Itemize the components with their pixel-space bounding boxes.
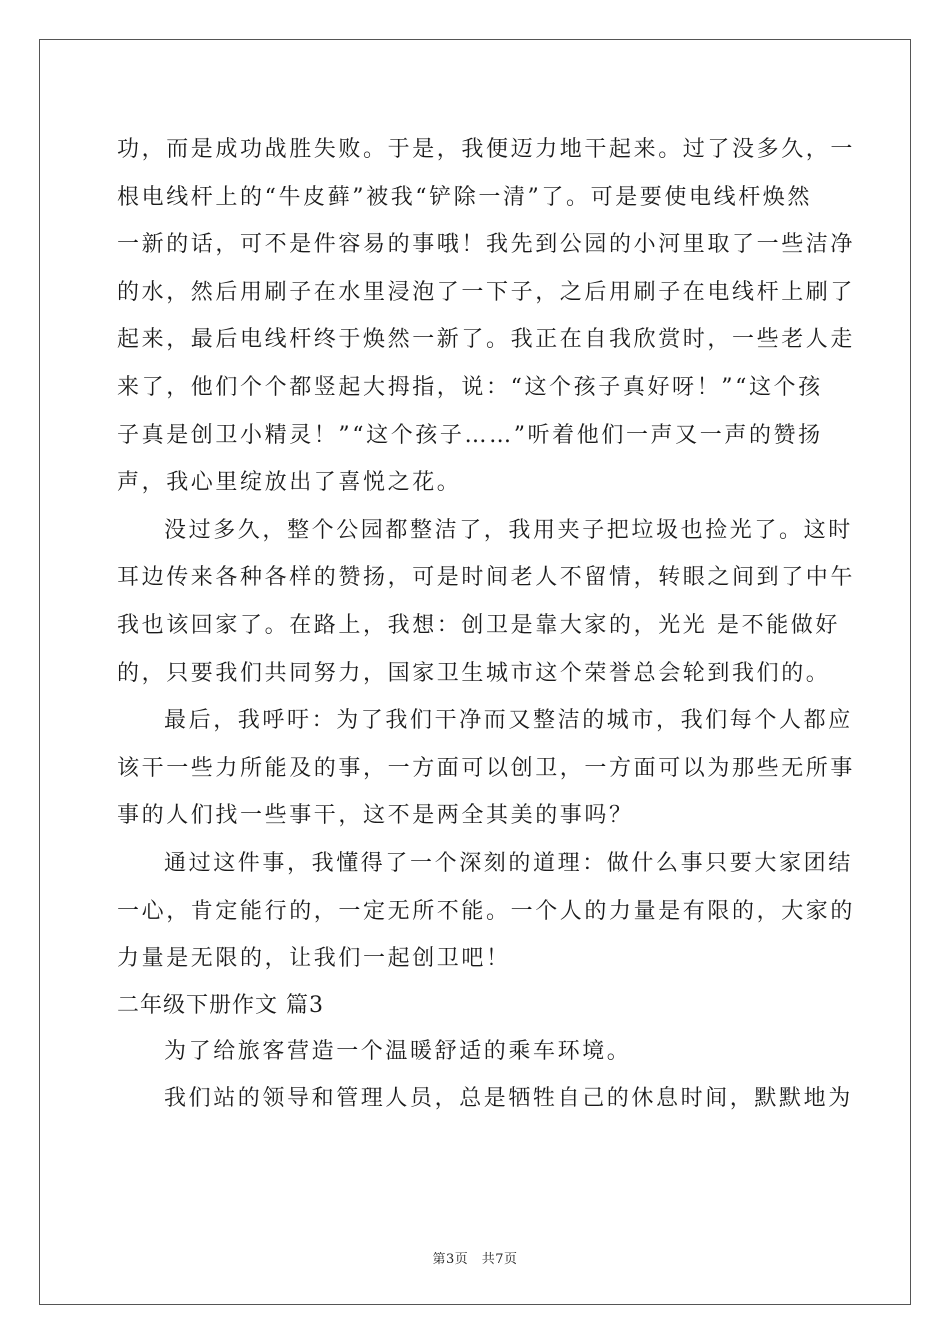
text-line: 该干一些力所能及的事，一方面可以创卫，一方面可以为那些无所事 (117, 755, 856, 781)
text-line: 的，只要我们共同努力，国家卫生城市这个荣誉总会轮到我们的。 (117, 660, 831, 686)
paragraph-first-line: 为了给旅客营造一个温暖舒适的乘车环境。 (164, 1038, 632, 1064)
text-line: 耳边传来各种各样的赞扬，可是时间老人不留情，转眼之间到了中午 (117, 565, 856, 591)
text-line: 一新的话，可不是件容易的事哦！我先到公园的小河里取了一些洁净 (117, 232, 856, 258)
text-line: 来了，他们个个都竖起大拇指，说：“这个孩子真好呀！”“这个孩 (117, 374, 823, 400)
section-heading: 二年级下册作文 篇3 (117, 992, 324, 1018)
text-line: 的水，然后用刷子在水里浸泡了一下子，之后用刷子在电线杆上刷了 (117, 279, 856, 305)
paragraph-first-line: 最后，我呼吁：为了我们干净而又整洁的城市，我们每个人都应 (164, 708, 853, 734)
text-line: 根电线杆上的“牛皮藓”被我“铲除一清”了。可是要使电线杆焕然 (117, 184, 812, 210)
text-line: 子真是创卫小精灵！”“这个孩子……”听着他们一声又一声的赞扬 (117, 422, 823, 448)
page-number: 第3页 共7页 (432, 1252, 518, 1267)
text-line: 功，而是成功战胜失败。于是，我便迈力地干起来。过了没多久，一 (117, 137, 856, 162)
paragraph-first-line: 没过多久，整个公园都整洁了，我用夹子把垃圾也捡光了。这时 (164, 517, 853, 543)
document-body (117, 126, 856, 1123)
text-line: 一心，肯定能行的，一定无所不能。一个人的力量是有限的，大家的 (117, 898, 856, 924)
paragraph-first-line: 我们站的领导和管理人员，总是牺牲自己的休息时间，默默地为 (164, 1086, 853, 1112)
text-line: 我也该回家了。在路上，我想：创卫是靠大家的，光光 是不能做好 (117, 612, 840, 638)
text-line: 起来，最后电线杆终于焕然一新了。我正在自我欣赏时，一些老人走 (117, 327, 856, 353)
text-line: 声，我心里绽放出了喜悦之花。 (117, 470, 462, 496)
text-line: 力量是无限的，让我们一起创卫吧！ (117, 946, 511, 972)
paragraph-first-line: 通过这件事，我懂得了一个深刻的道理：做什么事只要大家团结 (164, 850, 853, 876)
text-line: 事的人们找一些事干，这不是两全其美的事吗？ (117, 803, 634, 829)
